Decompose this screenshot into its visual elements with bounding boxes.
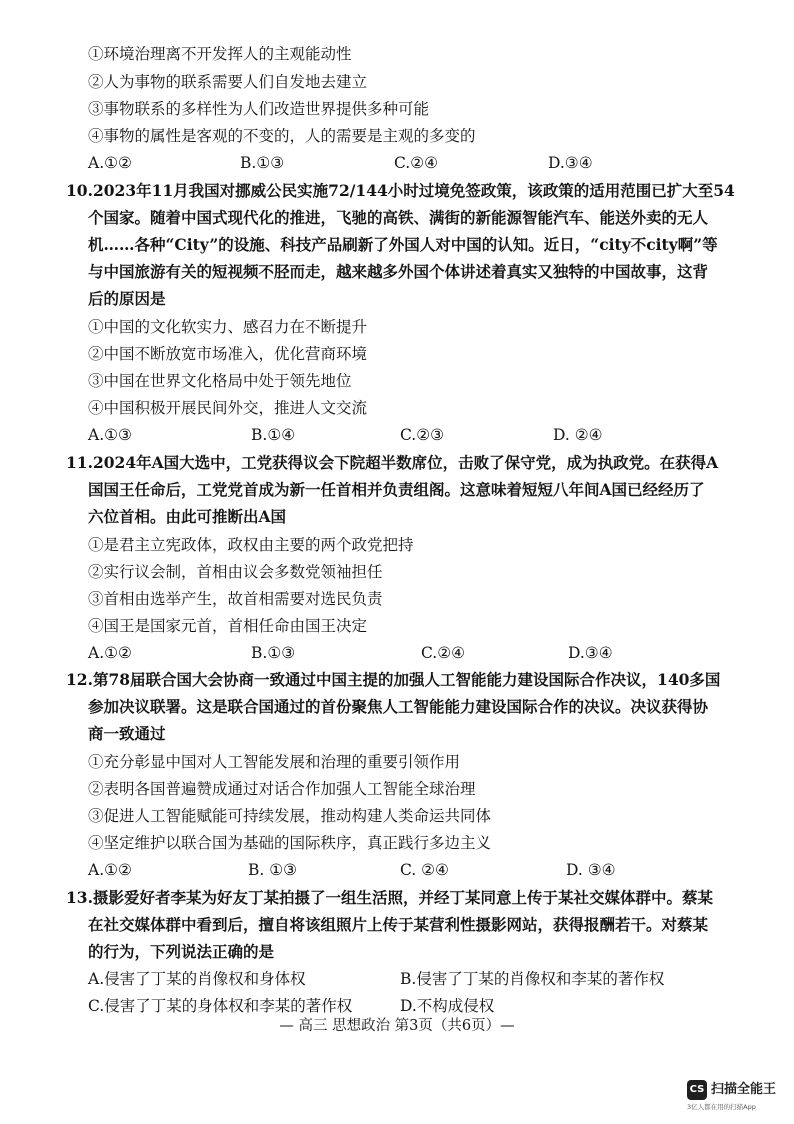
- q13-option-c: C.侵害了丁某的身体权和李某的著作权: [88, 997, 353, 1015]
- q13-stem-line-3: 的行为，下列说法正确的是: [88, 942, 275, 961]
- page-footer: — 高三 思想政治 第3页（共6页）—: [279, 1018, 515, 1034]
- q10-option-d: D. ②④: [553, 426, 603, 444]
- q10-stem-line-5: 后的原因是: [88, 289, 166, 308]
- q10-option-c: C.②③: [400, 426, 445, 444]
- q11-option-a: A.①②: [88, 644, 132, 662]
- q12-option-d: D. ③④: [566, 861, 616, 879]
- q10-stem-line-1: 10.2023年11月我国对挪威公民实施72/144小时过境免签政策，该政策的适用范围已扩大至54: [66, 181, 735, 200]
- q9-options: [88, 153, 728, 173]
- q11-option-d: D.③④: [568, 644, 613, 662]
- q9-statement-1: ①环境治理离不开发挥人的主观能动性: [88, 45, 352, 63]
- camscanner-logo-icon: CS: [687, 1080, 707, 1100]
- q10-statement-3: ③中国在世界文化格局中处于领先地位: [88, 372, 352, 390]
- q10-stem-line-4: 与中国旅游有关的短视频不胫而走，越来越多外国个体讲述着真实又独特的中国故事，这背: [88, 262, 709, 281]
- q9-option-a: A.①②: [88, 154, 132, 172]
- q12-statement-4: ④坚定维护以联合国为基础的国际秩序，真正践行多边主义: [88, 834, 492, 852]
- q9-option-c: C.②④: [394, 154, 439, 172]
- q13-stem-line-1: 13.摄影爱好者李某为好友丁某拍摄了一组生活照，并经丁某同意上传于某社交媒体群中。蔡某: [66, 888, 713, 907]
- q10-statement-4: ④中国积极开展民间外交，推进人文交流: [88, 399, 368, 417]
- q10-statement-2: ②中国不断放宽市场准入，优化营商环境: [88, 345, 368, 363]
- q11-options: [88, 643, 728, 663]
- q13-stem-line-2: 在社交媒体群中看到后，擅自将该组照片上传于某营利性摄影网站，获得报酬若干。对蔡某: [88, 915, 709, 934]
- q13-option-b: B.侵害了丁某的肖像权和李某的著作权: [400, 970, 665, 988]
- q12-option-b: B. ①③: [248, 861, 298, 879]
- q12-statement-1: ①充分彰显中国对人工智能发展和治理的重要引领作用: [88, 753, 461, 771]
- q10-options: [88, 425, 728, 445]
- q9-statement-2: ②人为事物的联系需要人们自发地去建立: [88, 73, 368, 91]
- scanner-watermark: [687, 1080, 794, 1120]
- q10-stem-line-3: 机……各种“City”的设施、科技产品刷新了外国人对中国的认知。近日，“city不city啊”等: [88, 235, 718, 254]
- q10-option-b: B.①④: [251, 426, 296, 444]
- q13-option-a: A.侵害了丁某的肖像权和身体权: [88, 970, 306, 988]
- watermark-tagline: 3亿人都在用的扫描App: [687, 1103, 756, 1111]
- q11-stem-line-3: 六位首相。由此可推断出A国: [88, 507, 287, 526]
- q12-options: [88, 860, 728, 880]
- q12-statement-2: ②表明各国普遍赞成通过对话合作加强人工智能全球治理: [88, 780, 476, 798]
- q11-stem-line-2: 国国王任命后，工党党首成为新一任首相并负责组阁。这意味着短短八年间A国已经经历了: [88, 480, 705, 499]
- q10-option-a: A.①③: [88, 426, 132, 444]
- q10-statement-1: ①中国的文化软实力、感召力在不断提升: [88, 318, 368, 336]
- q9-option-b: B.①③: [240, 154, 285, 172]
- q11-option-b: B.①③: [251, 644, 296, 662]
- q12-statement-3: ③促进人工智能赋能可持续发展，推动构建人类命运共同体: [88, 807, 492, 825]
- q9-statement-3: ③事物联系的多样性为人们改造世界提供多种可能: [88, 100, 430, 118]
- q9-statement-4: ④事物的属性是客观的不变的，人的需要是主观的多变的: [88, 127, 476, 145]
- q12-option-c: C. ②④: [400, 861, 449, 879]
- q11-statement-4: ④国王是国家元首，首相任命由国王决定: [88, 617, 368, 635]
- q10-stem-line-2: 个国家。随着中国式现代化的推进，飞驰的高铁、满街的新能源智能汽车、能送外卖的无人: [88, 208, 709, 227]
- q11-stem-line-1: 11.2024年A国大选中，工党获得议会下院超半数席位，击败了保守党，成为执政党。在获得A: [66, 453, 719, 472]
- q12-stem-line-3: 商一致通过: [88, 724, 166, 743]
- q9-option-d: D.③④: [548, 154, 593, 172]
- q12-stem-line-2: 参加决议联署。这是联合国通过的首份聚焦人工智能能力建设国际合作的决议。决议获得协: [88, 697, 709, 716]
- q12-option-a: A.①②: [88, 861, 132, 879]
- q12-stem-line-1: 12.第78届联合国大会协商一致通过中国主提的加强人工智能能力建设国际合作决议，140多国: [66, 670, 721, 689]
- q13-option-d: D.不构成侵权: [400, 997, 495, 1015]
- q11-statement-2: ②实行议会制，首相由议会多数党领袖担任: [88, 563, 383, 581]
- q11-option-c: C.②④: [421, 644, 466, 662]
- q11-statement-3: ③首相由选举产生，故首相需要对选民负责: [88, 590, 383, 608]
- q11-statement-1: ①是君主立宪政体，政权由主要的两个政党把持: [88, 536, 414, 554]
- watermark-app-name: 扫描全能王: [711, 1082, 777, 1097]
